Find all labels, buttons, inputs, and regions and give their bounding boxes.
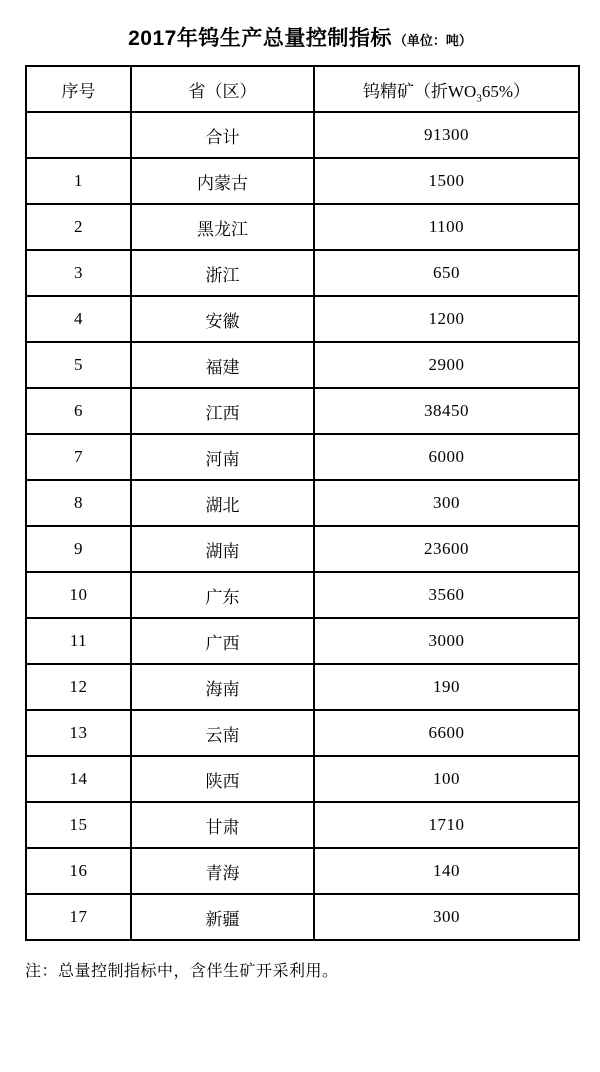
cell-value: 6000 [314, 434, 579, 480]
header-concentrate-suffix: 65%） [481, 81, 530, 101]
cell-value: 140 [314, 848, 579, 894]
table-row [26, 802, 579, 848]
cell-serial-number: 8 [26, 480, 131, 526]
cell-serial-number: 17 [26, 894, 131, 940]
table-body [26, 112, 579, 940]
cell-province: 广东 [131, 572, 314, 618]
footnote: 注：总量控制指标中，含伴生矿开采利用。 [25, 963, 339, 980]
header-province: 省（区） [131, 66, 314, 112]
table-row [26, 204, 579, 250]
table-row [26, 342, 579, 388]
cell-province: 陕西 [131, 756, 314, 802]
table-row [26, 664, 579, 710]
cell-serial-number: 16 [26, 848, 131, 894]
cell-value: 3560 [314, 572, 579, 618]
table-row [26, 250, 579, 296]
cell-province: 广西 [131, 618, 314, 664]
cell-province: 云南 [131, 710, 314, 756]
cell-province: 安徽 [131, 296, 314, 342]
table-row [26, 112, 579, 158]
table-row [26, 710, 579, 756]
page-title [0, 25, 600, 54]
cell-serial-number: 9 [26, 526, 131, 572]
cell-value: 6600 [314, 710, 579, 756]
cell-province: 黑龙江 [131, 204, 314, 250]
cell-serial-number: 5 [26, 342, 131, 388]
cell-province: 青海 [131, 848, 314, 894]
table-row [26, 480, 579, 526]
cell-province: 甘肃 [131, 802, 314, 848]
cell-province: 湖北 [131, 480, 314, 526]
cell-value: 38450 [314, 388, 579, 434]
header-serial-number: 序号 [26, 66, 131, 112]
cell-serial-number: 2 [26, 204, 131, 250]
cell-value: 91300 [314, 112, 579, 158]
cell-province: 福建 [131, 342, 314, 388]
cell-value: 190 [314, 664, 579, 710]
cell-serial-number [26, 112, 131, 158]
cell-value: 2900 [314, 342, 579, 388]
cell-province: 内蒙古 [131, 158, 314, 204]
cell-serial-number: 15 [26, 802, 131, 848]
cell-value: 3000 [314, 618, 579, 664]
document-page [0, 25, 600, 1072]
cell-serial-number: 14 [26, 756, 131, 802]
table-row [26, 756, 579, 802]
table-row [26, 296, 579, 342]
control-indicators-table [25, 65, 580, 941]
title-unit: （单位：吨） [393, 33, 472, 48]
table-row [26, 894, 579, 940]
table-row [26, 388, 579, 434]
cell-serial-number: 13 [26, 710, 131, 756]
table-row [26, 158, 579, 204]
table-row [26, 618, 579, 664]
cell-value: 1710 [314, 802, 579, 848]
cell-serial-number: 4 [26, 296, 131, 342]
cell-value: 100 [314, 756, 579, 802]
cell-value: 300 [314, 894, 579, 940]
cell-value: 300 [314, 480, 579, 526]
cell-value: 23600 [314, 526, 579, 572]
cell-serial-number: 11 [26, 618, 131, 664]
header-tungsten-concentrate [314, 66, 579, 112]
cell-value: 650 [314, 250, 579, 296]
cell-value: 1500 [314, 158, 579, 204]
header-concentrate-prefix: 钨精矿（折WO [363, 81, 477, 101]
cell-province: 湖南 [131, 526, 314, 572]
cell-serial-number: 10 [26, 572, 131, 618]
cell-province: 浙江 [131, 250, 314, 296]
cell-province: 河南 [131, 434, 314, 480]
cell-province: 江西 [131, 388, 314, 434]
table-row [26, 526, 579, 572]
cell-value: 1100 [314, 204, 579, 250]
table-row [26, 848, 579, 894]
cell-serial-number: 6 [26, 388, 131, 434]
cell-serial-number: 7 [26, 434, 131, 480]
table-header-row [26, 66, 579, 112]
table-row [26, 434, 579, 480]
cell-value: 1200 [314, 296, 579, 342]
cell-serial-number: 1 [26, 158, 131, 204]
cell-serial-number: 3 [26, 250, 131, 296]
cell-serial-number: 12 [26, 664, 131, 710]
title-text: 2017年钨生产总量控制指标 [128, 27, 392, 50]
table-row [26, 572, 579, 618]
cell-province: 海南 [131, 664, 314, 710]
cell-province: 新疆 [131, 894, 314, 940]
cell-province: 合计 [131, 112, 314, 158]
header-concentrate-subscript: 3 [476, 91, 482, 104]
